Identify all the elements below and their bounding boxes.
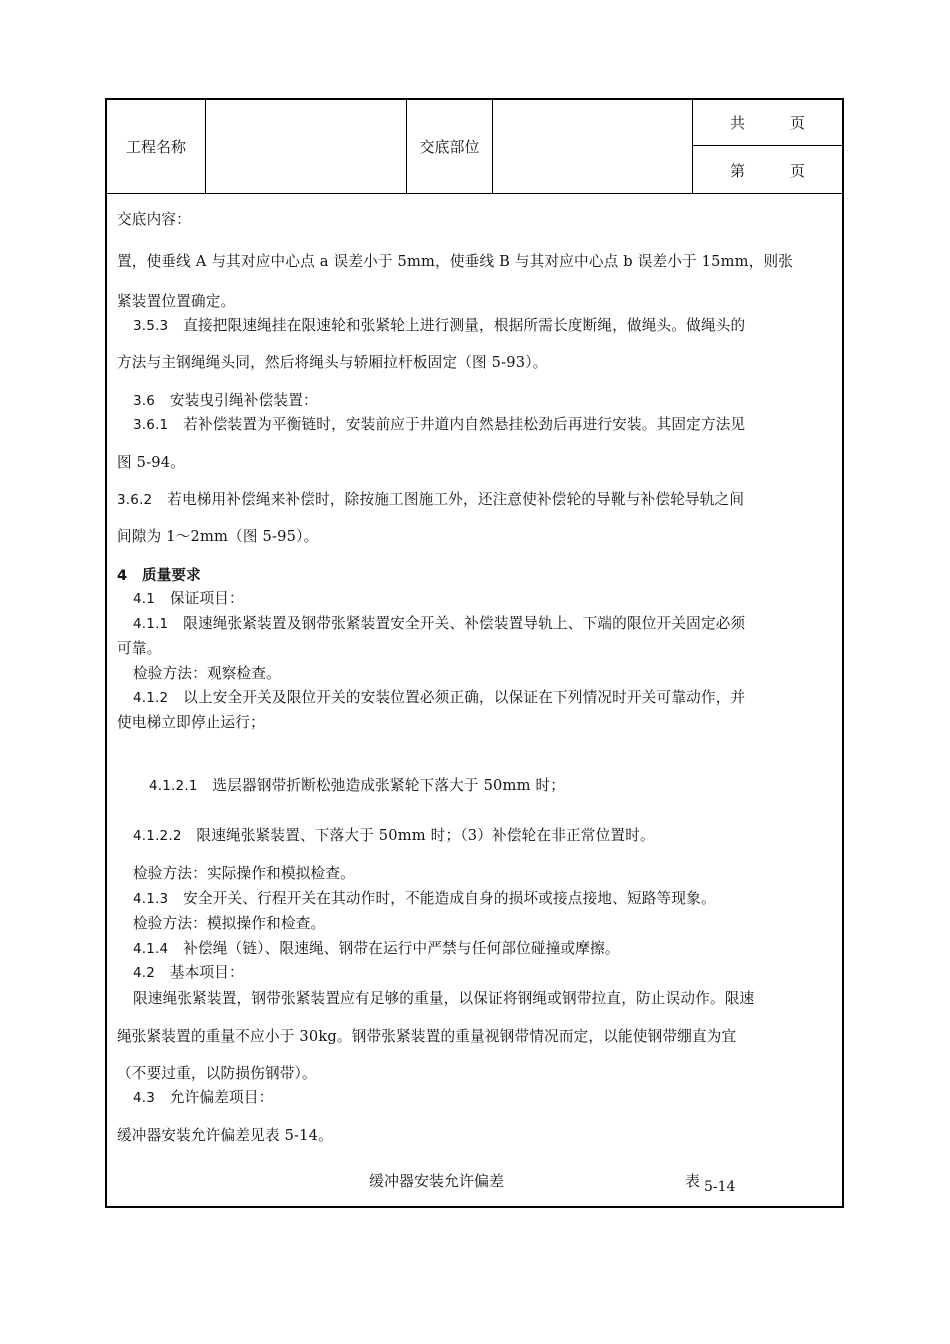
table-caption: 缓冲器安装允许偏差 — [369, 1172, 505, 1190]
body-line: 可靠。 — [117, 640, 162, 657]
clause-number: 4.1.1 — [133, 616, 169, 632]
body-line: 检验方法：实际操作和模拟检查。 — [133, 865, 355, 882]
body-line: （不要过重，以防损伤钢带）。 — [117, 1065, 317, 1082]
body-line: 置，使垂线 A 与其对应中心点 a 误差小于 5mm，使垂线 B 与其对应中心点 b 误差小于 15mm，则张 — [117, 253, 794, 270]
table-number: 5-14 — [704, 1179, 736, 1195]
clause-text: 保证项目： — [155, 590, 244, 607]
clause-number: 4.1.3 — [133, 891, 169, 907]
header-row — [107, 100, 842, 194]
clause-number: 3.6.2 — [117, 492, 153, 508]
clause-number: 4.1 — [133, 591, 156, 607]
page-number: 第 页 — [729, 161, 805, 180]
clause-text: 安全开关、行程开关在其动作时，不能造成自身的损坏或接点接地、短路等现象。 — [168, 890, 716, 907]
body-line — [133, 937, 620, 958]
disclosure-part-label: 交底部位 — [407, 100, 493, 193]
clause-text: 允许偏差项目： — [155, 1089, 274, 1106]
total-pages: 共 页 — [693, 100, 842, 146]
body-line — [133, 587, 244, 608]
clause-text: 若电梯用补偿绳来补偿时，除按施工图施工外，还注意使补偿轮的导靴与补偿轮导轨之间 — [152, 491, 745, 508]
clause-text: 基本项目： — [155, 964, 244, 981]
project-name-label: 工程名称 — [107, 100, 206, 193]
section-heading: 4 质量要求 — [117, 568, 201, 584]
body-line — [133, 314, 745, 335]
body-line — [133, 887, 716, 908]
clause-number: 4.1.4 — [133, 941, 169, 957]
body-line — [133, 612, 745, 633]
body-line: 方法与主钢绳绳头同，然后将绳头与轿厢拉杆板固定（图 5-93）。 — [117, 354, 548, 371]
clause-text: 限速绳张紧装置及钢带张紧装置安全开关、补偿装置导轨上、下端的限位开关固定必须 — [168, 615, 746, 632]
disclosure-sheet — [105, 98, 844, 1208]
clause-number: 4.3 — [133, 1090, 156, 1106]
clause-number: 3.6 — [133, 393, 156, 409]
clause-number: 3.6.1 — [133, 417, 169, 433]
body-line — [117, 488, 744, 509]
body-line: 限速绳张紧装置，钢带张紧装置应有足够的重量，以保证将钢绳或钢带拉直，防止误动作。限速 — [133, 990, 755, 1007]
clause-number: 4.1.2 — [133, 690, 169, 706]
clause-text: 安装曳引绳补偿装置： — [155, 392, 318, 409]
disclosure-part-value — [493, 100, 693, 193]
clause-text: 以上安全开关及限位开关的安装位置必须正确，以保证在下列情况时开关可靠动作，并 — [168, 689, 746, 706]
clause-text: 选层器钢带折断松弛造成张紧轮下落大于 50mm 时； — [197, 777, 566, 794]
body-line: 缓冲器安装允许偏差见表 5-14。 — [117, 1127, 333, 1144]
clause-text: 限速绳张紧装置、下落大于 50mm 时；（3）补偿轮在非正常位置时。 — [181, 827, 655, 844]
clause-number: 4.1.2.2 — [133, 828, 182, 844]
body-line: 紧装置位置确定。 — [117, 293, 236, 310]
clause-number: 4.1.2.1 — [149, 778, 198, 794]
body-line: 图 5-94。 — [117, 454, 186, 471]
table-word: 表 — [685, 1172, 701, 1190]
content-intro: 交底内容： — [117, 211, 191, 228]
body-line: 检验方法：模拟操作和检查。 — [133, 915, 326, 932]
clause-text: 若补偿装置为平衡链时，安装前应于井道内自然悬挂松劲后再进行安装。其固定方法见 — [168, 416, 746, 433]
body-line — [133, 389, 318, 410]
body-line: 间隙为 1～2mm（图 5-95）。 — [117, 528, 319, 545]
clause-text: 补偿绳（链）、限速绳、钢带在运行中严禁与任何部位碰撞或摩擦。 — [168, 940, 620, 957]
body-line: 检验方法：观察检查。 — [133, 665, 281, 682]
project-name-value — [206, 100, 407, 193]
body-line — [133, 824, 655, 845]
body-line — [149, 774, 565, 795]
clause-number: 4.2 — [133, 965, 156, 981]
body-line — [133, 413, 745, 434]
body-line — [133, 1086, 273, 1107]
body-line: 绳张紧装置的重量不应小于 30kg。钢带张紧装置的重量视钢带情况而定，以能使钢带绷直为宜 — [117, 1028, 737, 1045]
clause-number: 3.5.3 — [133, 318, 169, 334]
clause-text: 直接把限速绳挂在限速轮和张紧轮上进行测量，根据所需长度断绳，做绳头。做绳头的 — [168, 317, 746, 334]
body-line — [133, 686, 745, 707]
body-line — [133, 961, 244, 982]
body-line: 使电梯立即停止运行； — [117, 714, 265, 731]
